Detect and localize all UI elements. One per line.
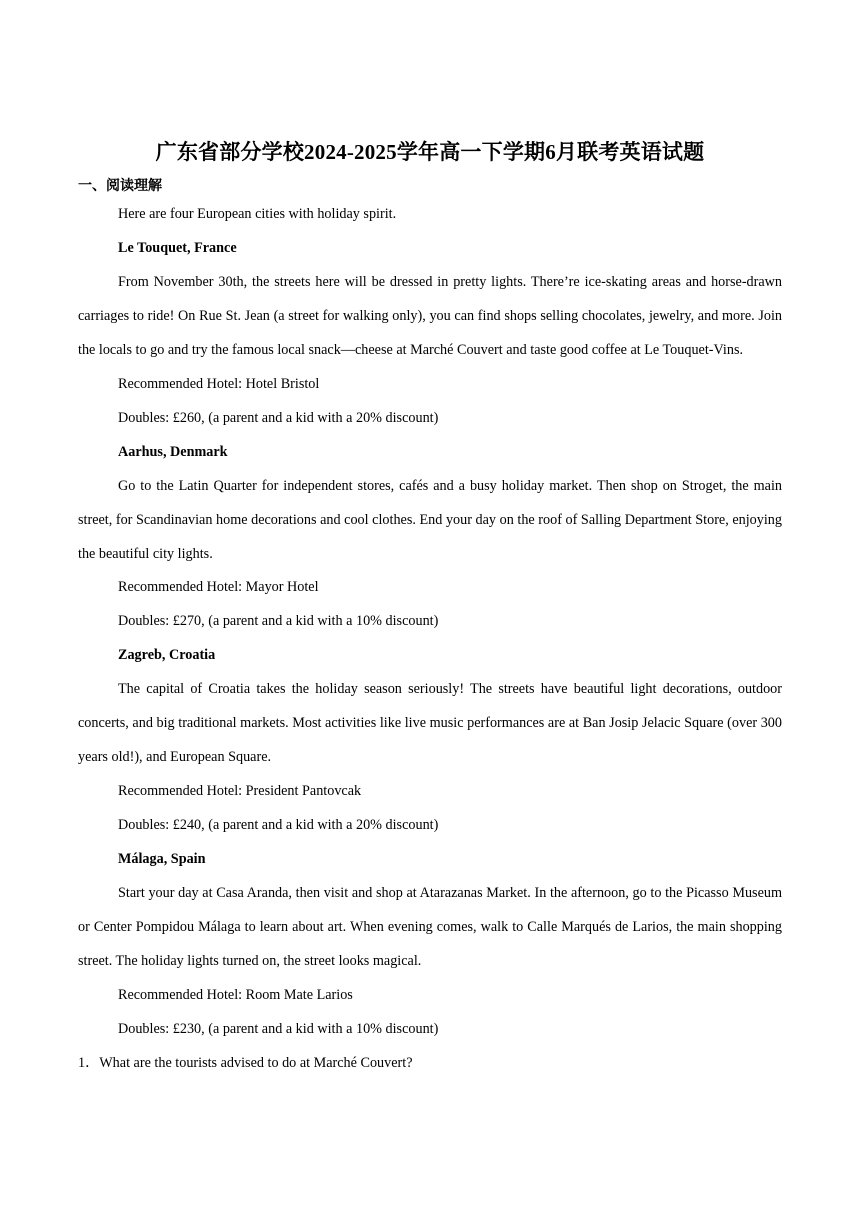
city-heading-le-touquet: Le Touquet, France bbox=[118, 239, 237, 256]
city-heading-zagreb: Zagreb, Croatia bbox=[118, 647, 216, 664]
city-description-aarhus: Go to the Latin Quarter for independent stores, cafés and a busy holiday market. Then shop on Stroget, the main street, for Scandinavian home decorations and cool clothes. End your day on the roof of Salling Department Store, enjoying the beautiful city lights. bbox=[78, 477, 782, 562]
hotel-line-aarhus: Recommended Hotel: Mayor Hotel bbox=[118, 579, 319, 596]
city-heading-aarhus: Aarhus, Denmark bbox=[118, 443, 228, 460]
city-heading-malaga: Málaga, Spain bbox=[118, 851, 206, 868]
city-description-malaga: Start your day at Casa Aranda, then visit and shop at Atarazanas Market. In the afternoon, go to the Picasso Museum or Center Pompidou Málaga to learn about art. When evening comes, walk to Calle Marqués de Larios, the main shopping street. The holiday lights turned on, the street looks magical. bbox=[78, 885, 782, 969]
intro-paragraph: Here are four European cities with holiday spirit. bbox=[118, 206, 397, 222]
question-1: 1．What are the tourists advised to do at Marché Couvert? bbox=[78, 1054, 413, 1071]
hotel-line-malaga: Recommended Hotel: Room Mate Larios bbox=[118, 986, 353, 1003]
document-title: 广东省部分学校2024-2025学年高一下学期6月联考英语试题 bbox=[155, 140, 705, 164]
section-heading: 一、阅读理解 bbox=[78, 178, 162, 194]
hotel-line-zagreb: Recommended Hotel: President Pantovcak bbox=[118, 783, 362, 800]
reading-passage bbox=[78, 198, 782, 1081]
city-description-le-touquet: From November 30th, the streets here will be dressed in pretty lights. There’re ice-skating areas and horse-drawn carriages to ride! On Rue St. Jean (a street for walking only), you can find shops selling chocolates, jewelry, and more. Join the locals to go and try the famous local snack—cheese at Marché Couvert and taste good coffee at Le Touquet-Vins. bbox=[78, 273, 782, 358]
price-line-zagreb: Doubles: £240, (a parent and a kid with a 20% discount) bbox=[118, 817, 439, 834]
city-description-zagreb: The capital of Croatia takes the holiday season seriously! The streets have beautiful light decorations, outdoor concerts, and big traditional markets. Most activities like live music performances are at Ban Josip Jelacic Square (over 300 years old!), and European Square. bbox=[78, 681, 782, 766]
hotel-line-le-touquet: Recommended Hotel: Hotel Bristol bbox=[118, 375, 320, 392]
price-line-le-touquet: Doubles: £260, (a parent and a kid with a 20% discount) bbox=[118, 409, 439, 426]
price-line-aarhus: Doubles: £270, (a parent and a kid with a 10% discount) bbox=[118, 613, 439, 630]
price-line-malaga: Doubles: £230, (a parent and a kid with a 10% discount) bbox=[118, 1020, 439, 1037]
